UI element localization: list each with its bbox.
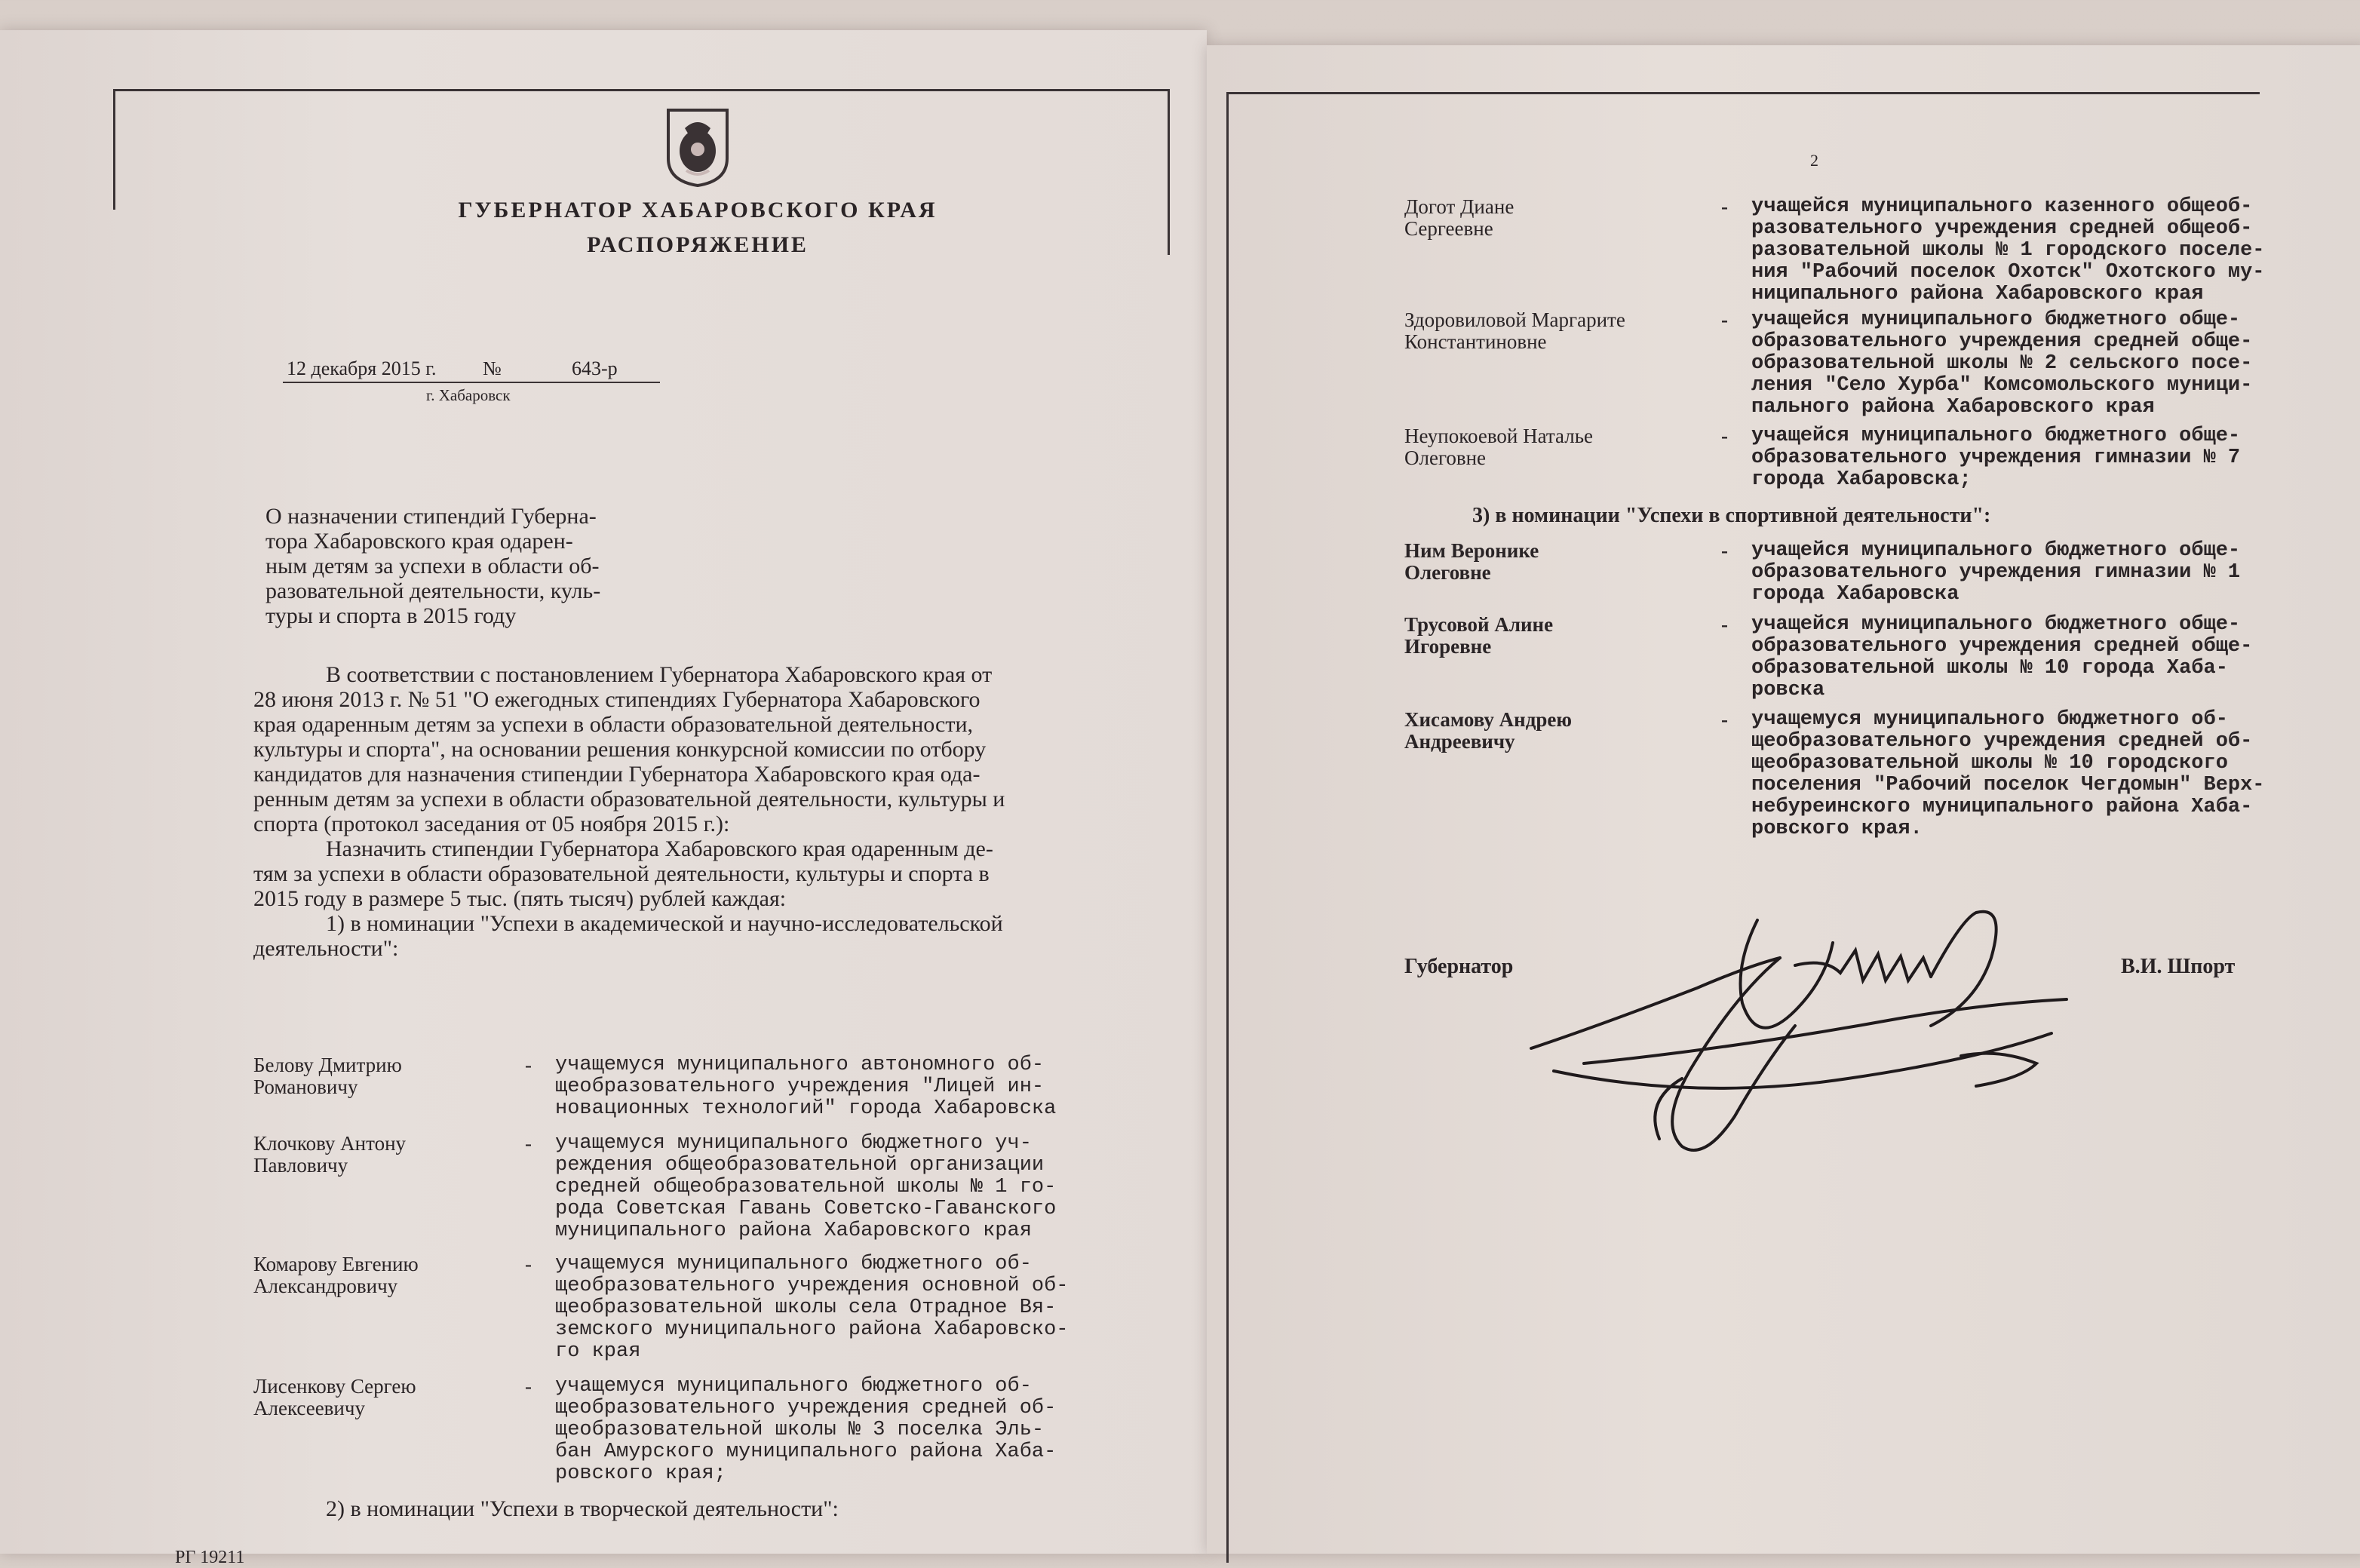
- desc-line: щеобразовательного учреждения основной об-: [555, 1275, 1069, 1297]
- desc-line: учащейся муниципального бюджетного обще-: [1751, 425, 2241, 447]
- dash: -: [1721, 539, 1728, 562]
- list-item: [1404, 540, 2347, 606]
- right-border-line: [1168, 89, 1170, 255]
- desc-line: земского муниципального района Хабаровско-: [555, 1318, 1069, 1341]
- date-underline: [283, 382, 660, 383]
- recipient-name: Здоровиловой Маргарите: [1404, 308, 1625, 331]
- recipient-patronymic: Олеговне: [1404, 446, 1487, 469]
- dash: -: [1721, 708, 1728, 731]
- preamble-line: кандидатов для назначения стипендии Губернатора Хабаровского края ода-: [253, 762, 981, 787]
- desc-line: учащемуся муниципального бюджетного уч-: [555, 1132, 1032, 1155]
- document-place: г. Хабаровск: [426, 386, 511, 404]
- top-border-line: [113, 89, 1169, 91]
- nomination-2: 2) в номинации "Успехи в творческой деятельности":: [326, 1496, 839, 1521]
- desc-line: небуреинского муниципального района Хаба-: [1751, 796, 2253, 818]
- recipient-name: Неупокоевой Наталье: [1404, 425, 1593, 447]
- nomination-1-cont: деятельности":: [253, 936, 399, 961]
- desc-line: ниципального района Хабаровского края: [1751, 283, 2204, 305]
- list-item: [1404, 196, 2347, 305]
- handwritten-signature-icon: [1508, 875, 2082, 1177]
- desc-line: ровска: [1751, 679, 1825, 701]
- desc-line: щеобразовательной школы № 3 поселка Эль-: [555, 1419, 1045, 1441]
- desc-line: го края: [555, 1340, 641, 1363]
- recipient-name: Ним Веронике: [1404, 539, 1539, 562]
- order-line: Назначить стипендии Губернатора Хабаровского края одаренным де-: [326, 836, 993, 861]
- recipient-name: Белову Дмитрию: [253, 1054, 402, 1076]
- left-page: [0, 30, 1207, 1567]
- dash: -: [1721, 308, 1728, 331]
- desc-line: учащейся муниципального казенного общеоб-: [1751, 195, 2253, 218]
- desc-line: учащейся муниципального бюджетного обще-: [1751, 308, 2241, 331]
- list-item: [253, 1253, 1121, 1363]
- desc-line: учащемуся муниципального автономного об-: [555, 1054, 1045, 1076]
- preamble-line: культуры и спорта", на основании решения конкурсной комиссии по отбору: [253, 737, 987, 762]
- desc-line: щеобразовательной школы села Отрадное Вя-: [555, 1296, 1057, 1319]
- preamble-line: края одаренным детям за успехи в области образовательной деятельности,: [253, 712, 973, 737]
- desc-line: щеобразовательной школы № 10 городского: [1751, 752, 2228, 775]
- signature-title: Губернатор: [1404, 955, 1514, 978]
- recipient-name: Лисенкову Сергею: [253, 1375, 416, 1398]
- desc-line: учащейся муниципального бюджетного обще-: [1751, 613, 2241, 636]
- desc-line: новационных технологий" города Хабаровска: [555, 1097, 1057, 1120]
- desc-line: разовательного учреждения средней общеоб-: [1751, 217, 2253, 240]
- list-item: [1404, 709, 2347, 840]
- coat-of-arms-icon: [664, 106, 732, 189]
- desc-line: реждения общеобразовательной организации: [555, 1154, 1045, 1177]
- desc-line: образовательного учреждения гимназии № 7: [1751, 446, 2241, 469]
- desc-line: разовательной школы № 1 городского поселе-: [1751, 239, 2265, 262]
- desc-line: рода Советская Гавань Советско-Гаванского: [555, 1198, 1057, 1220]
- left-border-line: [113, 89, 115, 210]
- desc-line: ровского края.: [1751, 818, 1923, 840]
- desc-line: ровского края;: [555, 1462, 726, 1485]
- footer-code: РГ 19211: [175, 1548, 245, 1567]
- desc-line: щеобразовательного учреждения "Лицей ин-: [555, 1076, 1045, 1098]
- recipient-name: Хисамову Андрею: [1404, 708, 1572, 731]
- subject-line: туры и спорта в 2015 году: [265, 603, 517, 628]
- top-border-line: [1226, 92, 2260, 94]
- desc-line: образовательной школы № 10 города Хаба-: [1751, 657, 2228, 680]
- subject-line: О назначении стипендий Губерна-: [265, 504, 597, 529]
- right-page: [1207, 45, 2360, 1554]
- nomination-3: 3) в номинации "Успехи в спортивной деятельности":: [1472, 504, 1991, 527]
- recipient-patronymic: Игоревне: [1404, 635, 1492, 658]
- desc-line: ления "Село Хурба" Комсомольского муници-: [1751, 374, 2253, 397]
- desc-line: учащемуся муниципального бюджетного об-: [1751, 708, 2228, 731]
- subject-line: тора Хабаровского края одарен-: [265, 529, 573, 554]
- recipient-name: Клочкову Антону: [253, 1132, 407, 1155]
- recipient-name: Трусовой Алине: [1404, 613, 1554, 636]
- dash: -: [1721, 195, 1728, 218]
- left-border-line: [1226, 92, 1229, 1563]
- order-line: 2015 году в размере 5 тыс. (пять тысяч) рублей каждая:: [253, 886, 787, 911]
- desc-line: образовательной школы № 2 сельского посе-: [1751, 352, 2253, 375]
- dash: -: [525, 1054, 532, 1076]
- recipient-name: Комарову Евгению: [253, 1253, 419, 1275]
- desc-line: щеобразовательного учреждения средней об-: [555, 1397, 1057, 1419]
- desc-line: учащемуся муниципального бюджетного об-: [555, 1253, 1032, 1275]
- preamble-line: В соответствии с постановлением Губернатора Хабаровского края от: [326, 662, 993, 687]
- desc-line: бан Амурского муниципального района Хаба-: [555, 1441, 1057, 1463]
- desc-line: учащейся муниципального бюджетного обще-: [1751, 539, 2241, 562]
- list-item: [253, 1376, 1121, 1485]
- subject-line: ным детям за успехи в области об-: [265, 554, 600, 578]
- recipient-patronymic: Андреевичу: [1404, 730, 1515, 753]
- list-item: [253, 1133, 1121, 1242]
- number-label: №: [483, 357, 502, 379]
- desc-line: образовательного учреждения средней обще-: [1751, 330, 2253, 353]
- recipient-patronymic: Олеговне: [1404, 561, 1491, 584]
- dash: -: [1721, 613, 1728, 636]
- desc-line: образовательного учреждения средней обще-: [1751, 635, 2253, 658]
- recipient-patronymic: Константиновне: [1404, 330, 1547, 353]
- recipient-patronymic: Алексеевичу: [253, 1397, 365, 1419]
- preamble-line: ренным детям за успехи в области образовательной деятельности, культуры и: [253, 787, 1005, 812]
- desc-line: щеобразовательного учреждения средней об-: [1751, 730, 2253, 753]
- dash: -: [1721, 425, 1728, 447]
- authority-title: ГУБЕРНАТОР ХАБАРОВСКОГО КРАЯ: [458, 198, 938, 222]
- signature-name: В.И. Шпорт: [2121, 955, 2236, 978]
- recipient-patronymic: Павловичу: [253, 1154, 348, 1177]
- preamble: [253, 662, 1136, 961]
- recipient-patronymic: Романовичу: [253, 1076, 358, 1098]
- desc-line: пального района Хабаровского края: [1751, 396, 2155, 419]
- preamble-line: 28 июня 2013 г. № 51 "О ежегодных стипендиях Губернатора Хабаровского: [253, 687, 981, 712]
- document-date: 12 декабря 2015 г.: [287, 357, 437, 379]
- desc-line: образовательного учреждения гимназии № 1: [1751, 561, 2241, 584]
- list-item: [253, 1054, 1121, 1120]
- preamble-line: спорта (протокол заседания от 05 ноября 2015 г.):: [253, 812, 730, 836]
- desc-line: средней общеобразовательной школы № 1 го-: [555, 1176, 1057, 1198]
- list-item: [1404, 425, 2347, 491]
- subject-line: разовательной деятельности, куль-: [265, 578, 601, 603]
- desc-line: муниципального района Хабаровского края: [555, 1220, 1032, 1242]
- desc-line: ния "Рабочий поселок Охотск" Охотского му-: [1751, 261, 2265, 284]
- dash: -: [525, 1132, 532, 1155]
- recipient-patronymic: Александровичу: [253, 1275, 398, 1297]
- desc-line: города Хабаровска;: [1751, 468, 1972, 491]
- dash: -: [525, 1253, 532, 1275]
- desc-line: поселения "Рабочий поселок Чегдомын" Верх-: [1751, 774, 2265, 796]
- recipient-name: Догот Диане: [1404, 195, 1515, 218]
- nomination-1: 1) в номинации "Успехи в академической и научно-исследовательской: [326, 911, 1003, 936]
- order-line: тям за успехи в области образовательной деятельности, культуры и спорта в: [253, 861, 990, 886]
- list-item: [1404, 614, 2347, 701]
- desc-line: города Хабаровска: [1751, 583, 1960, 606]
- page-number: 2: [1810, 151, 1818, 170]
- recipient-patronymic: Сергеевне: [1404, 217, 1493, 240]
- desc-line: учащемуся муниципального бюджетного об-: [555, 1375, 1032, 1398]
- document-number: 643-р: [572, 357, 618, 379]
- list-item: [1404, 309, 2347, 419]
- document-type: РАСПОРЯЖЕНИЕ: [587, 232, 809, 257]
- subject-block: [265, 504, 658, 628]
- dash: -: [525, 1375, 532, 1398]
